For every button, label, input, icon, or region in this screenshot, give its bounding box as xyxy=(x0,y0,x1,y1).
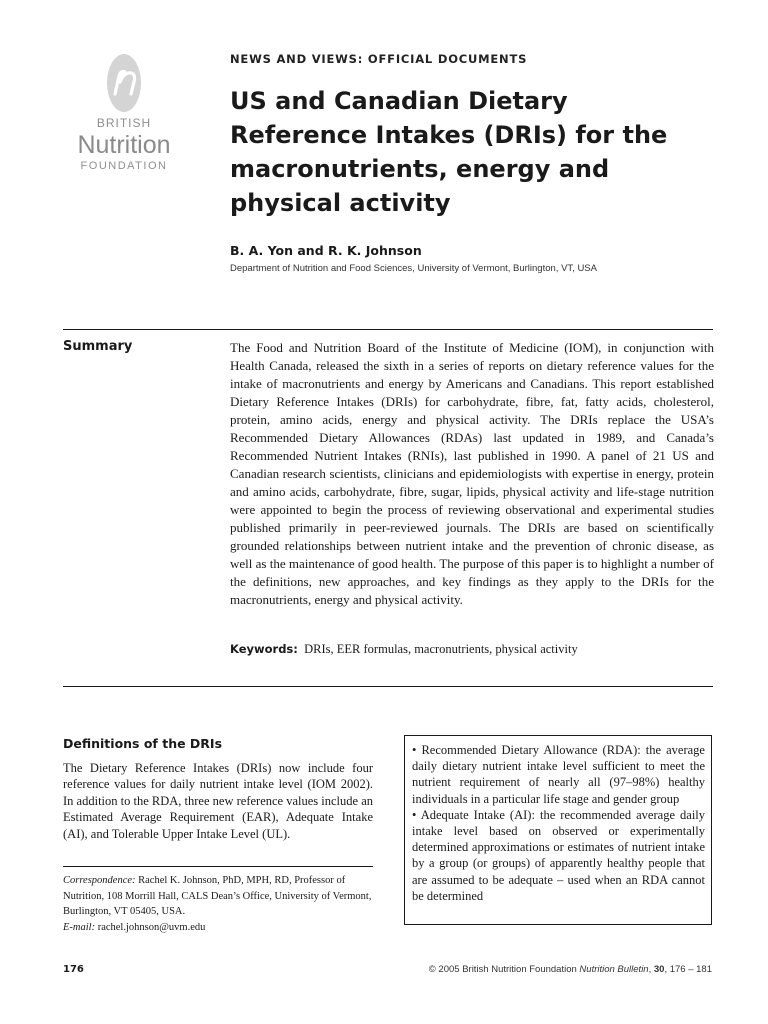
box-item-ai: • Adequate Intake (AI): the recommended average daily intake level based on observed or experimentally determined approximations or estimates of nutrient intake by a group (or groups) of apparently healthy people that are assumed to be adequate – used when an RDA cannot be determined xyxy=(412,807,706,903)
box-item-ai-text: the recommended average daily intake level based on observed or experimentally determined approximations or estimates of nutrient intake by a group (or groups) of apparently healthy people that are assumed to be adequate – used when an RDA cannot be determined xyxy=(412,807,706,903)
correspondence-label: Correspondence: xyxy=(63,875,136,886)
email-label: E-mail: xyxy=(63,921,96,933)
correspondence-note xyxy=(63,873,373,935)
keywords xyxy=(230,642,578,657)
footer-pages: , 176 – 181 xyxy=(664,964,712,975)
email-address: rachel.johnson@uvm.edu xyxy=(97,921,206,933)
definitions-box xyxy=(404,735,712,925)
box-item-ai-term: Adequate Intake (AI): xyxy=(420,807,535,822)
affiliation: Department of Nutrition and Food Sciences, University of Vermont, Burlington, VT, USA xyxy=(230,263,597,274)
summary-heading: Summary xyxy=(63,339,133,354)
summary-top-rule xyxy=(63,329,713,330)
article-title: US and Canadian Dietary Reference Intakes (DRIs) for the macronutrients, energy and physical activity xyxy=(230,87,668,217)
summary-text: The Food and Nutrition Board of the Institute of Medicine (IOM), in conjunction with Health Canada, released the sixth in a series of reports on dietary reference values for the intake of macronutrients and energy by Americans and Canadians. This report established Dietary Reference Intakes (DRIs) for carbohydrate, fibre, fat, fatty acids, cholesterol, protein, amino acids, energy and physical activity. The DRIs replace the USA’s Recommended Dietary Allowances (RDAs) last updated in 1989, and Canada’s Recommended Nutrient Intakes (RNIs), last published in 1990. A panel of 21 US and Canadian research scientists, clinicians and epidemiologists with expertise in energy, protein and amino acids, carbohydrate, fibre, sugar, lipids, physical activity and life-stage nutrition were appointed to begin the process of reviewing observational and experimental studies published primarily in peer-reviewed journals. The DRIs are based on scientifically grounded relationships between nutrient intake and the prevention of chronic disease, as well as the maintenance of good health. The purpose of this paper is to highlight a number of the definitions, new approaches, and key findings as they apply to the DRIs for the macronutrients, energy and physical activity. xyxy=(230,340,714,607)
definitions-heading: Definitions of the DRIs xyxy=(63,736,223,751)
keywords-list: DRIs, EER formulas, macronutrients, physical activity xyxy=(304,642,578,656)
footer-copyright: © 2005 British Nutrition Foundation xyxy=(428,964,577,975)
section-label: NEWS AND VIEWS: OFFICIAL DOCUMENTS xyxy=(230,52,528,66)
footer-journal: Nutrition Bulletin xyxy=(579,964,649,975)
bnf-n-logo-icon xyxy=(104,52,144,114)
british-nutrition-foundation-logo xyxy=(62,52,186,172)
logo-line-foundation: FOUNDATION xyxy=(80,160,168,172)
box-item-rda-term: Recommended Dietary Allowance (RDA): xyxy=(421,743,641,757)
footer-volume: 30 xyxy=(653,964,665,975)
keywords-label: Keywords: xyxy=(230,642,298,656)
correspondence-text: Rachel K. Johnson, PhD, MPH, RD, Professor of Nutrition, 108 Morrill Hall, CALS Dean’s Office, University of Vermont, Burlington, VT 05405, USA. xyxy=(63,875,372,917)
logo-line-british: BRITISH xyxy=(96,116,152,130)
authors: B. A. Yon and R. K. Johnson xyxy=(230,243,422,258)
logo-line-nutrition: Nutrition xyxy=(77,131,171,159)
box-item-rda: • Recommended Dietary Allowance (RDA): the average daily dietary nutrient intake level sufficient to meet the nutrient requirement of nearly all (97–98%) healthy individuals in a particular life stage and gender group xyxy=(412,743,705,806)
page-number: 176 xyxy=(63,964,84,975)
footer-citation: © 2005 British Nutrition Foundation Nutrition Bulletin, 30, 176 – 181 xyxy=(428,964,712,975)
definitions-text: The Dietary Reference Intakes (DRIs) now include four reference values for daily nutrient intake level (IOM 2002). In addition to the RDA, three new reference values include an Estimated Average Requirement (EAR), Adequate Intake (AI), and Tolerable Upper Intake Level (UL). xyxy=(63,761,373,841)
correspondence-rule xyxy=(63,866,373,867)
summary-bottom-rule xyxy=(63,686,713,687)
box-item-rda-text: the average daily dietary nutrient intake level sufficient to meet the nutrient requirement of nearly all (97–98%) healthy individuals in a particular life stage and gender group xyxy=(412,743,705,806)
